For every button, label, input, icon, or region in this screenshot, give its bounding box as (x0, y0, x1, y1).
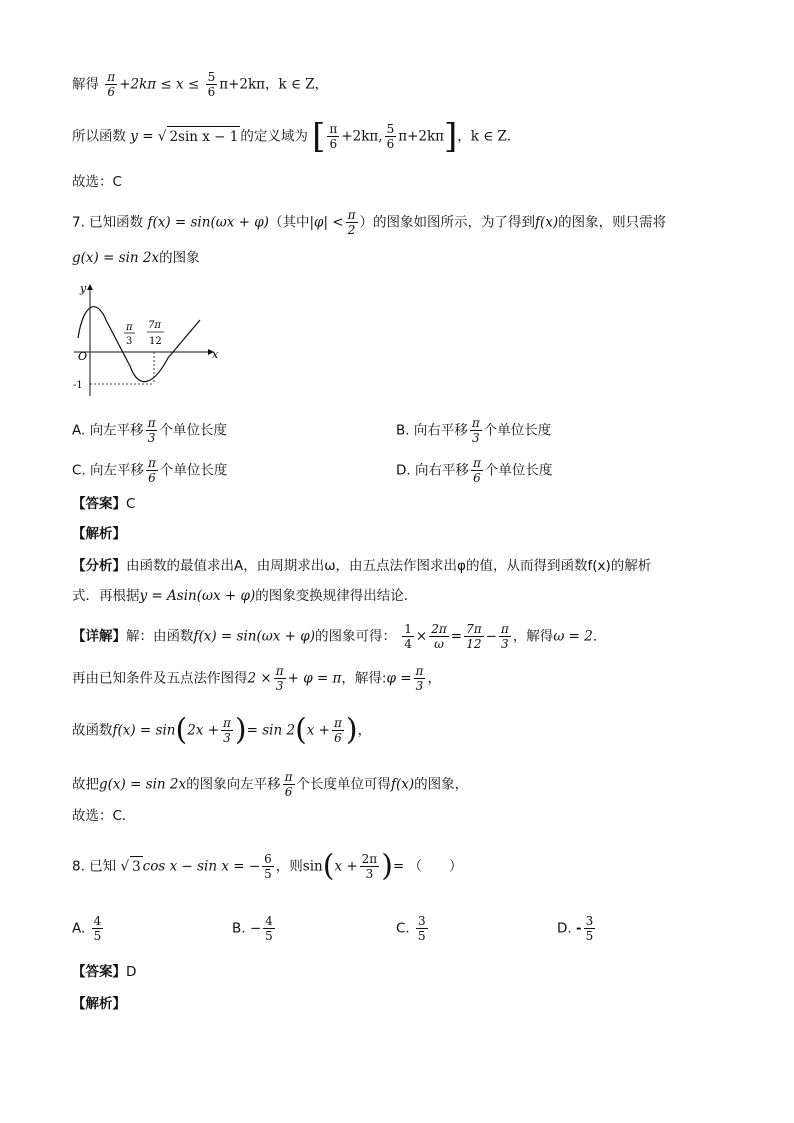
option-label: D. (396, 462, 411, 479)
num: 4 (265, 914, 273, 928)
fraction (470, 416, 482, 445)
text: 的图象 (159, 250, 200, 266)
sqrt-expr: 2sin x − 1 (167, 126, 240, 147)
text: 个单位长度 (484, 462, 553, 479)
den: 3 (365, 867, 374, 881)
math: = （ ） (392, 858, 463, 875)
sqrt-expr: 3 (130, 856, 143, 877)
math: f(x) = sin(ωx + φ) (147, 214, 269, 231)
q7-option-d[interactable] (396, 456, 552, 485)
q7-option-c[interactable] (72, 456, 227, 485)
text: 故把 (72, 776, 99, 793)
text: 所以函数 (72, 128, 126, 145)
text: 的图象变换规律得出结论． (255, 588, 418, 604)
den: 5 (265, 929, 273, 943)
fraction: $\frac{\pi}{3}$ (223, 716, 231, 745)
math: +2kπ, (341, 128, 383, 145)
tick1-num: π (126, 322, 133, 333)
q8-option-b[interactable] (232, 914, 277, 943)
q7-line-b: 再由已知条件及五点法作图得2 × $\frac{\pi}{3}$ + φ = π，解得:φ = $\frac{\pi}{3}$ ， (72, 664, 441, 693)
neg1-label: -1 (73, 380, 83, 391)
fraction (92, 914, 104, 943)
sine-curve (78, 307, 200, 382)
q7-stem-2 (72, 248, 200, 268)
math: g(x) = sin 2x (99, 776, 187, 793)
q7-final: 故选：C． (72, 808, 136, 824)
fraction: $\frac{\pi}{6}$ (334, 716, 342, 745)
den: 6 (207, 85, 216, 99)
q8-stem: 8. 已知 √ 3 cos x − sin x = − $\frac{6}{5}$ ，则sin(x + $\frac{2\pi}{3}$ )= （ ） (72, 848, 463, 884)
math: 2x + (187, 722, 220, 739)
num: π (329, 122, 338, 136)
q8-answer (72, 962, 136, 982)
text: （其中 (268, 214, 310, 231)
xiangjie-tag: 【详解】 (72, 628, 126, 645)
den: 3 (471, 431, 480, 445)
q7-fenxi-2 (72, 586, 417, 606)
fraction (206, 70, 218, 99)
math: φ = (386, 670, 412, 687)
math: π+2kπ (219, 76, 266, 93)
math: y = (130, 128, 154, 145)
den: 6 (148, 471, 156, 485)
math: f(x) (391, 776, 415, 793)
den: 6 (386, 137, 395, 151)
x-label: x (212, 348, 219, 361)
num: π (472, 456, 481, 470)
den: 5 (585, 929, 594, 943)
text: ，解得 (512, 628, 554, 645)
fraction (146, 456, 158, 485)
tick2-num: 7π (148, 320, 161, 331)
answer-value: C (126, 496, 136, 512)
math: x + (306, 722, 330, 739)
math: g(x) = sin 2x (72, 250, 160, 266)
bracket: [ (312, 116, 326, 157)
q7-option-a[interactable] (72, 416, 227, 445)
math: = sin 2 (246, 722, 296, 739)
fenxi-tag: 【分析】 (72, 558, 126, 574)
fraction (416, 914, 428, 943)
option-label: A. (72, 920, 86, 937)
option-label: A. (72, 422, 86, 439)
sign: - (575, 920, 582, 937)
bracket: ] (444, 116, 458, 157)
num: π (147, 416, 156, 430)
inequality: +2kπ ≤ x ≤ (119, 76, 200, 93)
fraction: $\frac{\pi}{3}$ (500, 622, 509, 651)
fraction: $\frac{\pi}{3}$ (275, 664, 284, 693)
answer-tag: 【答案】 (72, 964, 126, 980)
option-label: C. (72, 462, 86, 479)
num: 5 (386, 122, 395, 136)
fraction (146, 416, 158, 445)
fraction (584, 914, 596, 943)
den: 6 (473, 471, 481, 485)
text: 解：由函数 (126, 628, 194, 645)
den: 6 (107, 85, 116, 99)
text: ）的图象如图所示，为了得到 (359, 214, 535, 231)
text: 解得 (72, 76, 99, 93)
den: 5 (418, 929, 426, 943)
math: f(x) = sin(ωx + φ) (193, 628, 315, 645)
option-label: C. (396, 920, 410, 937)
math: + φ = π (287, 670, 342, 687)
sine-graph (72, 280, 222, 400)
text: 的图象向左平移 (186, 776, 281, 793)
text: 向右平移 (413, 422, 468, 439)
fraction (360, 852, 380, 881)
math: 2 × (247, 670, 272, 687)
math: cos x − sin x = − (142, 858, 261, 875)
text: 式．再根据 (72, 588, 140, 604)
fraction: $\frac{1}{4}$ (404, 622, 412, 651)
num: π (347, 208, 356, 222)
math: π+2kπ (398, 128, 445, 145)
fraction (263, 914, 275, 943)
text: 故函数 (72, 722, 113, 739)
analysis-tag: 【解析】 (72, 526, 126, 542)
math: f(x) (535, 214, 559, 231)
q7-answer (72, 494, 135, 514)
analysis-tag: 【解析】 (72, 996, 126, 1012)
text: 个单位长度 (483, 422, 552, 439)
math: x + (334, 858, 358, 875)
fraction: $\frac{\pi}{6}$ (284, 770, 293, 799)
option-label: B. (396, 422, 410, 439)
k-range: ，k ∈ Z． (457, 128, 521, 145)
text: 向左平移 (89, 422, 144, 439)
q7-analysis-tag (72, 524, 126, 544)
q7-stem (72, 208, 666, 237)
den: 5 (93, 929, 102, 943)
q7-line-d (72, 770, 468, 799)
num: 3 (418, 914, 426, 928)
text: 的定义域为 (240, 128, 308, 145)
q8-option-c[interactable] (396, 914, 430, 943)
sign: − (249, 920, 262, 937)
q8-option-d[interactable] (557, 914, 597, 943)
k-range: ，k ∈ Z， (265, 76, 329, 93)
text: 的图象， (414, 776, 469, 793)
text: 7. 已知函数 (72, 214, 144, 231)
origin-label: O (78, 350, 88, 363)
fraction (471, 456, 483, 485)
fraction: $\frac{\pi}{2}$ (347, 208, 356, 237)
num: 6 (264, 852, 272, 866)
fraction (385, 122, 397, 151)
text: 再由已知条件及五点法作图得 (72, 670, 248, 687)
math: sin (302, 858, 323, 875)
num: 3 (585, 914, 594, 928)
q7-fenxi-1 (72, 556, 651, 576)
text: 的图象，则只需将 (558, 214, 667, 231)
math: y = Asin(ωx + φ) (139, 588, 256, 604)
q8-option-a[interactable] (72, 914, 105, 943)
fraction (105, 70, 117, 99)
den: 5 (264, 867, 272, 881)
num: 2π (361, 852, 378, 866)
q7-option-b[interactable] (396, 416, 551, 445)
fraction (262, 852, 274, 881)
tick2-den: 12 (149, 336, 162, 347)
y-axis-arrow (87, 284, 93, 290)
fraction: $\frac{7\pi}{12}$ (466, 622, 482, 651)
q8-analysis-tag (72, 994, 126, 1014)
option-label: D. (557, 920, 572, 937)
math: |φ| < (309, 214, 344, 231)
y-label: y (80, 282, 87, 295)
text: 向右平移 (414, 462, 469, 479)
solution-line-2: 所以函数 y = √ 2sin x − 1 的定义域为 [ $\frac{\pi}{6}$ +2kπ, $\frac{5}{6}$ π+2kπ]，k ∈ Z． (72, 116, 521, 157)
answer-value: D (126, 964, 137, 980)
text: 个长度单位可得 (296, 776, 392, 793)
text: 个单位长度 (159, 422, 227, 439)
num: π (107, 70, 116, 84)
math: f(x) = sin (112, 722, 176, 739)
num: 4 (93, 914, 102, 928)
q7-xiangjie: 【详解】解：由函数f(x) = sin(ωx + φ)的图象可得： $\frac{1}{4}$ × $\frac{2\pi}{\omega}$ = $\frac{7\pi}{12}$ − $\frac{\pi}{3}$ ，解得ω = 2． (72, 622, 607, 651)
solution-line-1 (72, 70, 328, 99)
den: 6 (329, 137, 338, 151)
text: ，解得: (341, 670, 387, 687)
fraction: $\frac{2\pi}{\omega}$ (431, 622, 447, 651)
text: 向左平移 (90, 462, 145, 479)
math: ω = 2． (553, 628, 607, 645)
text: 由函数的最值求出A，由周期求出ω，由五点法作图求出φ的值，从而得到函数f(x)的解析 (126, 558, 652, 574)
q7-line-c: 故函数f(x) = sin(2x + $\frac{\pi}{3}$ )= sin 2(x + $\frac{\pi}{6}$ )， (72, 712, 372, 748)
answer-tag: 【答案】 (72, 496, 126, 512)
text: 8. 已知 (72, 858, 117, 875)
num: π (148, 456, 156, 470)
text: ，则 (275, 858, 303, 875)
option-label: B. (232, 920, 246, 937)
den: 3 (147, 431, 156, 445)
fraction (327, 122, 339, 151)
text: 个单位长度 (159, 462, 228, 479)
num: 5 (207, 70, 216, 84)
num: π (471, 416, 480, 430)
text: 的图象可得： (314, 628, 396, 645)
choice-line: 故选：C (72, 174, 122, 190)
tick1-den: 3 (126, 336, 133, 347)
fraction: $\frac{\pi}{3}$ (415, 664, 424, 693)
